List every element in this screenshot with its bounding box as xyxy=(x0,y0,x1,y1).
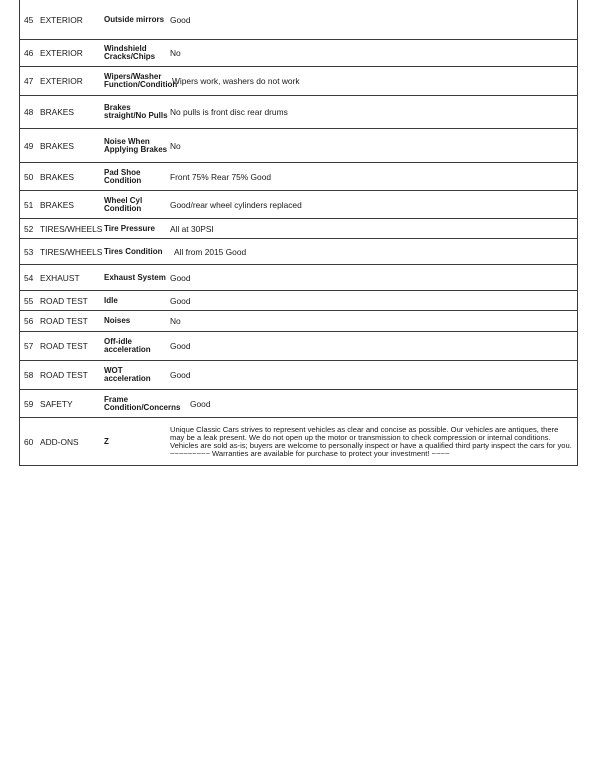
table-row xyxy=(19,390,578,418)
table-row xyxy=(19,311,578,332)
row-note: Good/rear wheel cylinders replaced xyxy=(170,199,302,210)
row-number: 59 xyxy=(24,398,34,409)
row-item: Wheel Cyl Condition xyxy=(104,195,143,213)
row-note: All at 30PSI xyxy=(170,223,214,234)
row-category: ROAD TEST xyxy=(40,316,88,326)
row-category: EXTERIOR xyxy=(40,14,83,25)
row-item: Windshield Cracks/Chips xyxy=(104,44,156,61)
row-item: Pad Shoe Condition xyxy=(104,167,142,185)
row-number: 50 xyxy=(24,171,34,182)
table-row xyxy=(19,163,578,191)
row-item: Noises xyxy=(104,316,131,326)
table-row xyxy=(19,239,578,265)
row-category: BRAKES xyxy=(40,107,74,117)
table-row xyxy=(19,191,578,219)
table-row xyxy=(19,40,578,67)
row-number: 46 xyxy=(24,48,34,58)
row-item: Brakes straight/No Pulls xyxy=(104,103,168,120)
table-row xyxy=(19,265,578,291)
row-number: 47 xyxy=(24,76,34,86)
row-number: 57 xyxy=(24,341,34,351)
row-category: ROAD TEST xyxy=(40,295,88,306)
row-item: Noise When Applying Brakes xyxy=(104,136,168,154)
table-row xyxy=(19,418,578,466)
row-note: Good xyxy=(170,341,191,351)
table-row xyxy=(19,96,578,129)
row-item: Tire Pressure xyxy=(104,223,155,233)
row-category: ROAD TEST xyxy=(40,341,88,351)
row-note: Good xyxy=(170,272,191,283)
row-note: No xyxy=(170,316,181,326)
row-number: 51 xyxy=(24,199,34,210)
row-item: Tires Condition xyxy=(104,246,163,256)
table-row xyxy=(19,129,578,163)
inspection-table xyxy=(19,0,579,466)
row-category: TIRES/WHEELS xyxy=(40,246,103,257)
row-number: 52 xyxy=(24,223,34,234)
row-number: 56 xyxy=(24,316,34,326)
row-note: No xyxy=(170,48,181,58)
table-row xyxy=(19,0,578,40)
row-category: BRAKES xyxy=(40,199,74,210)
row-item: Frame Condition/Concerns xyxy=(104,394,181,412)
row-item: WOT acceleration xyxy=(104,366,151,383)
row-note: Good xyxy=(170,370,191,380)
row-note: Good xyxy=(170,295,191,306)
row-item: Outside mirrors xyxy=(104,14,165,24)
row-category: BRAKES xyxy=(40,171,74,182)
row-note: All from 2015 Good xyxy=(174,246,247,257)
row-item: Wipers/Washer Function/Condition xyxy=(104,72,178,89)
row-category: EXTERIOR xyxy=(40,48,83,58)
row-number: 58 xyxy=(24,370,34,380)
row-category: SAFETY xyxy=(40,398,73,409)
row-category: EXTERIOR xyxy=(40,76,83,86)
row-number: 60 xyxy=(24,436,34,447)
row-item: Idle xyxy=(104,295,118,305)
row-number: 55 xyxy=(24,295,34,306)
table-row xyxy=(19,361,578,390)
row-number: 54 xyxy=(24,272,34,283)
row-number: 53 xyxy=(24,246,34,257)
table-row xyxy=(19,219,578,239)
row-item: Z xyxy=(104,436,109,446)
row-item: Off-idle acceleration xyxy=(104,337,151,354)
table-row xyxy=(19,332,578,361)
table-row xyxy=(19,67,578,96)
row-category: ADD-ONS xyxy=(40,436,79,447)
row-number: 49 xyxy=(24,140,34,151)
row-disclaimer: Unique Classic Cars strives to represent vehicles as clear and concise as possible. Our vehicles are antiques, there may be a leak present. We do not open up the motor or transmission to check compression or internal conditions. Vehicles are sold as-is; buyers are welcome to personally inspect or have a qualified third party inspect the cars for you. ~~~~~~~~~ Warranties are available for purchase to protect your investment! ~~~~ xyxy=(170,424,572,458)
table-row xyxy=(19,291,578,311)
row-note: Good xyxy=(190,398,211,409)
row-item: Exhaust System xyxy=(104,272,166,282)
row-category: ROAD TEST xyxy=(40,370,88,380)
row-note: Front 75% Rear 75% Good xyxy=(170,171,272,182)
row-category: TIRES/WHEELS xyxy=(40,223,103,234)
row-number: 48 xyxy=(24,107,34,117)
row-note: Good xyxy=(170,14,191,25)
row-note: No xyxy=(170,140,181,151)
row-note: No pulls is front disc rear drums xyxy=(170,107,288,117)
row-note: Wipers work, washers do not work xyxy=(172,76,300,86)
row-category: EXHAUST xyxy=(40,272,80,283)
row-category: BRAKES xyxy=(40,140,74,151)
row-number: 45 xyxy=(24,14,34,25)
